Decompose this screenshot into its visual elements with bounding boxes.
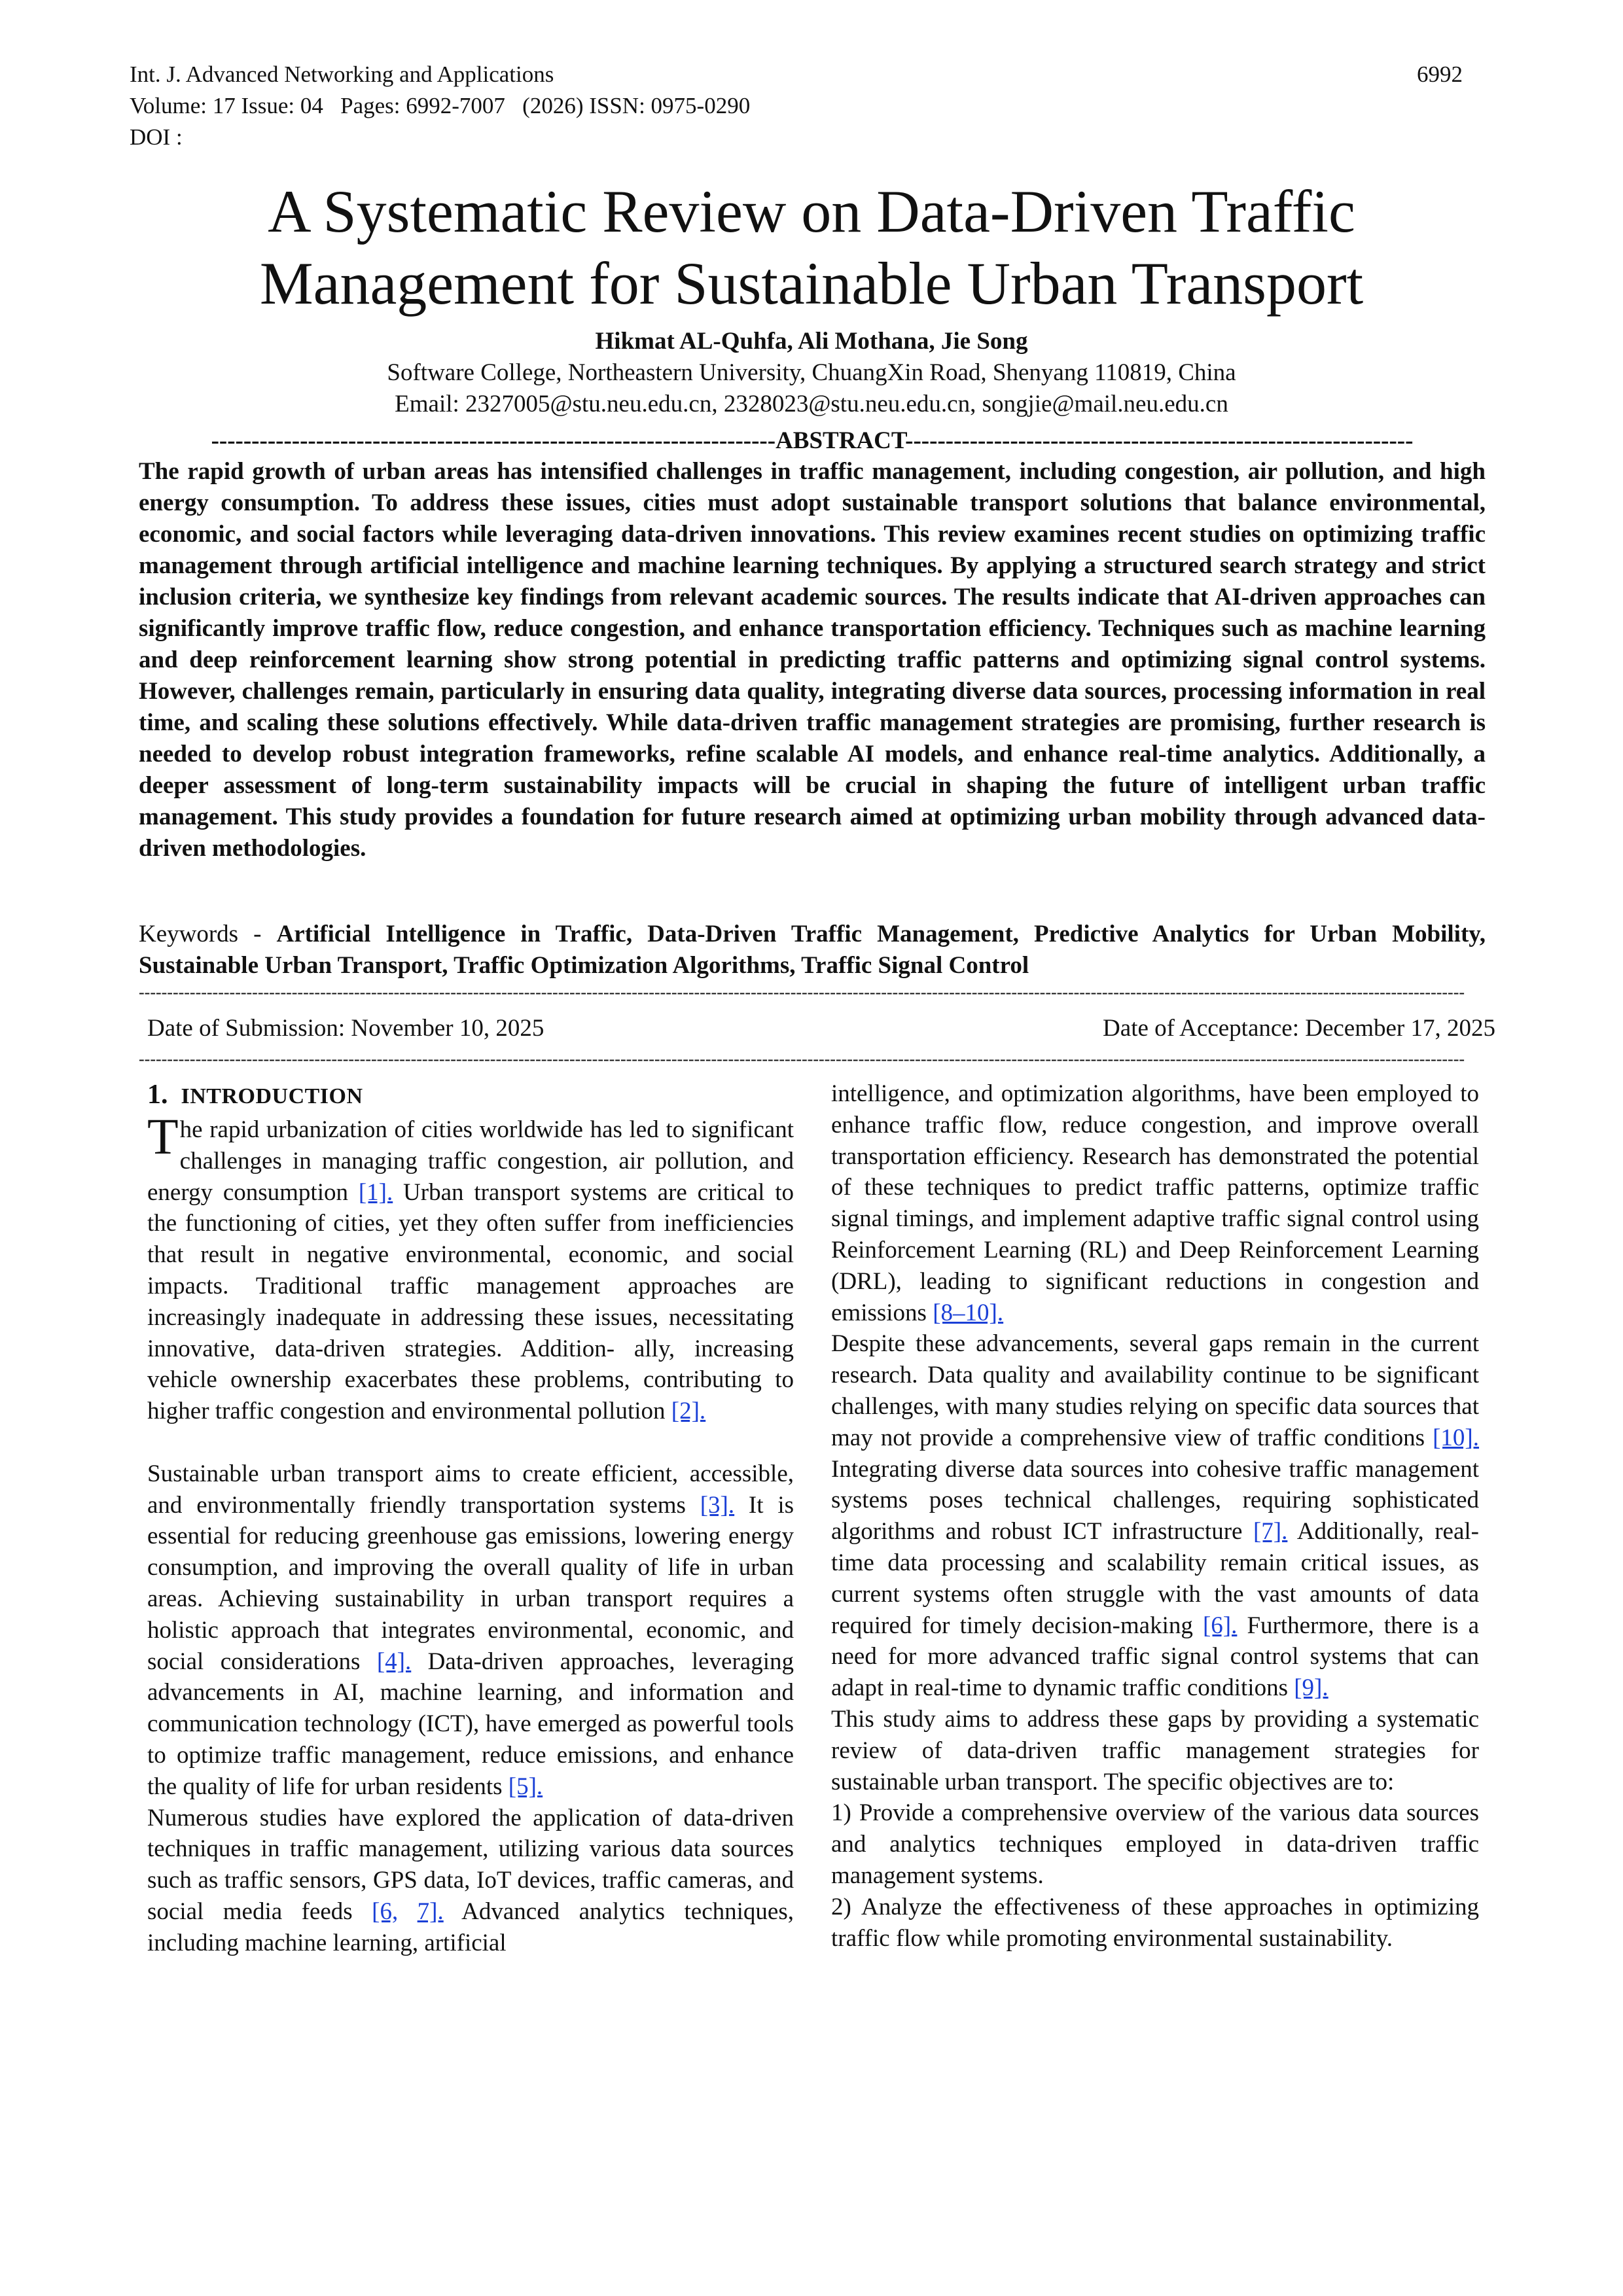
doi-line: DOI : bbox=[130, 124, 183, 150]
keywords-label: Keywords - bbox=[139, 921, 277, 947]
abstract-text: The rapid growth of urban areas has intensified challenges in traffic management, including congestion, air pollution, and high energy consumption. To address these issues, cities must adopt sustainable transport solutions that balance environmental, economic, and social factors while leveraging data-driven innovations. This review examines recent studies on optimizing traffic management through artificial intelligence and machine learning techniques. By applying a structured search strategy and strict inclusion criteria, we synthesize key findings from relevant academic sources. The results indicate that AI-driven approaches can significantly improve traffic flow, reduce congestion, and enhance transportation efficiency. Techniques such as machine learning and deep reinforcement learning show strong potential in predicting traffic patterns and optimizing signal control systems. However, challenges remain, particularly in ensuring data quality, integrating diverse data sources, processing information in real time, and scaling these solutions effectively. While data-driven traffic management strategies are promising, further research is needed to develop robust integration frameworks, refine scalable AI models, and enhance real-time analytics. Additionally, a deeper assessment of long-term sustainability impacts will be crucial in shaping the future of intelligent urban traffic management. This study provides a foundation for future research aimed at optimizing urban mobility through advanced data-driven methodologies. bbox=[139, 458, 1486, 862]
title-line-2: Management for Sustainable Urban Transport bbox=[259, 250, 1364, 317]
citation-link[interactable]: [2]. bbox=[671, 1398, 706, 1425]
acceptance-date: Date of Acceptance: December 17, 2025 bbox=[1103, 1015, 1495, 1042]
title-line-1: A Systematic Review on Data-Driven Traffic bbox=[268, 178, 1355, 245]
citation-link[interactable]: [10]. bbox=[1433, 1424, 1479, 1451]
intro-paragraph-5: Despite these advancements, several gaps remain in the current research. Data quality and availability continue to be significant challenges, with many studies relying on specific data sources that may not provide a comprehensive view of traffic conditions [10]. Integrating diverse data sources into cohesive traffic management systems poses technical challenges, requiring sophisticated algorithms and robust ICT infrastructure [7]. Additionally, real-time data processing and scalability remain critical issues, as current systems often struggle with the vast amounts of data required for timely decision-making [6]. Furthermore, there is a need for more advanced traffic signal control systems that can adapt in real-time to dynamic traffic conditions [9]. bbox=[831, 1330, 1479, 1702]
intro-paragraph-3: Numerous studies have explored the application of data-driven techniques in traffic management, utilizing various data sources such as traffic sensors, GPS data, IoT devices, traffic cameras, and social media feeds [6, 7]. Advanced analytics techniques, including machine learning, artificial bbox=[147, 1804, 794, 1956]
citation-link[interactable]: [7]. bbox=[1253, 1518, 1288, 1545]
paper-title bbox=[98, 175, 1525, 319]
intro-paragraph-1: The rapid urbanization of cities worldwide has led to significant challenges in managing traffic congestion, air pollution, and energy consumption [1]. Urban transport systems are critical to the functioning of cities, yet they often suffer from inefficiencies that result in negative environmental, economic, and social impacts. Traditional traffic management approaches are increasingly inadequate in addressing these issues, necessitating innovative, data-driven strategies. Addition- ally, increasing vehicle ownership exacerbates these problems, contributing to higher traffic congestion and environmental pollution [2]. bbox=[147, 1108, 794, 1425]
intro-paragraph-4: intelligence, and optimization algorithms, have been employed to enhance traffic flow, reduce congestion, and improve overall transportation efficiency. Research has demonstrated the potential of these techniques to predict traffic patterns, optimize traffic signal timings, and implement adaptive traffic signal control using Reinforcement Learning (RL) and Deep Reinforcement Learning (DRL), leading to significant reductions in congestion and emissions [8–10]. bbox=[831, 1080, 1479, 1326]
separator-bottom: ------------------------------------------------------------------------------------------------------------------------------------------------------------------------------------------------------------------------------------------ bbox=[139, 1050, 1465, 1069]
citation-link[interactable]: [6]. bbox=[1202, 1612, 1238, 1639]
left-column bbox=[147, 1078, 794, 1959]
citation-link[interactable]: [5]. bbox=[508, 1773, 543, 1800]
intro-paragraph-6: This study aims to address these gaps by providing a systematic review of data-driven traffic management strategies for sustainable urban transport. The specific objectives are to: bbox=[831, 1705, 1479, 1795]
abstract-heading: ----------------------------------------------------------------------ABSTRACT--------------------------------------------------------------- bbox=[211, 427, 1414, 454]
journal-name: Int. J. Advanced Networking and Applications bbox=[130, 62, 554, 87]
section-title: INTRODUCTION bbox=[181, 1084, 363, 1108]
paragraph-gap bbox=[147, 1427, 794, 1458]
drop-cap: T bbox=[147, 1108, 179, 1165]
keywords bbox=[139, 919, 1486, 981]
objective-item-2: 2) Analyze the effectiveness of these approaches in optimizing traffic flow while promoting environmental sustainability. bbox=[831, 1893, 1479, 1952]
author-emails: Email: 2327005@stu.neu.edu.cn, 2328023@stu.neu.edu.cn, songjie@mail.neu.edu.cn bbox=[395, 391, 1228, 417]
citation-link[interactable]: [4]. bbox=[376, 1648, 412, 1675]
intro-paragraph-2: Sustainable urban transport aims to create efficient, accessible, and environmentally friendly transportation systems [3]. It is essential for reducing greenhouse gas emissions, lowering energy consumption, and improving the overall quality of life in urban areas. Achieving sustainability in urban transport requires a holistic approach that integrates environmental, economic, and social considerations [4]. Data-driven approaches, leveraging advancements in AI, machine learning, and information and communication technology (ICT), have emerged as powerful tools to optimize traffic management, reduce emissions, and enhance the quality of life for urban residents [5]. bbox=[147, 1460, 794, 1800]
objective-item-1: 1) Provide a comprehensive overview of the various data sources and analytics techniques employed in data-driven traffic management systems. bbox=[831, 1799, 1479, 1889]
keywords-list: Artificial Intelligence in Traffic, Data-Driven Traffic Management, Predictive Analytics for Urban Mobility, Sustainable Urban Transport, Traffic Optimization Algorithms, Traffic Signal Control bbox=[139, 921, 1486, 979]
citation-link[interactable]: [8–10]. bbox=[933, 1299, 1004, 1326]
right-column bbox=[831, 1078, 1479, 1954]
citation-link[interactable]: [9]. bbox=[1294, 1674, 1329, 1702]
section-number: 1. bbox=[147, 1080, 168, 1110]
volume-line: Volume: 17 Issue: 04 Pages: 6992-7007 (2026) ISSN: 0975-0290 bbox=[130, 93, 751, 118]
affiliation: Software College, Northeastern University, ChuangXin Road, Shenyang 110819, China bbox=[387, 359, 1236, 386]
dates-row bbox=[147, 1013, 1495, 1044]
citation-link[interactable]: [1]. bbox=[358, 1178, 393, 1206]
author-list: Hikmat AL-Quhfa, Ali Mothana, Jie Song bbox=[595, 328, 1028, 355]
citation-link[interactable]: [3]. bbox=[700, 1491, 735, 1519]
section-heading bbox=[147, 1078, 794, 1113]
citation-link[interactable]: [6, bbox=[372, 1898, 399, 1925]
separator-top: ------------------------------------------------------------------------------------------------------------------------------------------------------------------------------------------------------------------------------------------ bbox=[139, 983, 1465, 1002]
page-number: 6992 bbox=[1417, 62, 1463, 87]
submission-date: Date of Submission: November 10, 2025 bbox=[147, 1015, 544, 1042]
citation-link[interactable]: 7]. bbox=[417, 1898, 444, 1925]
